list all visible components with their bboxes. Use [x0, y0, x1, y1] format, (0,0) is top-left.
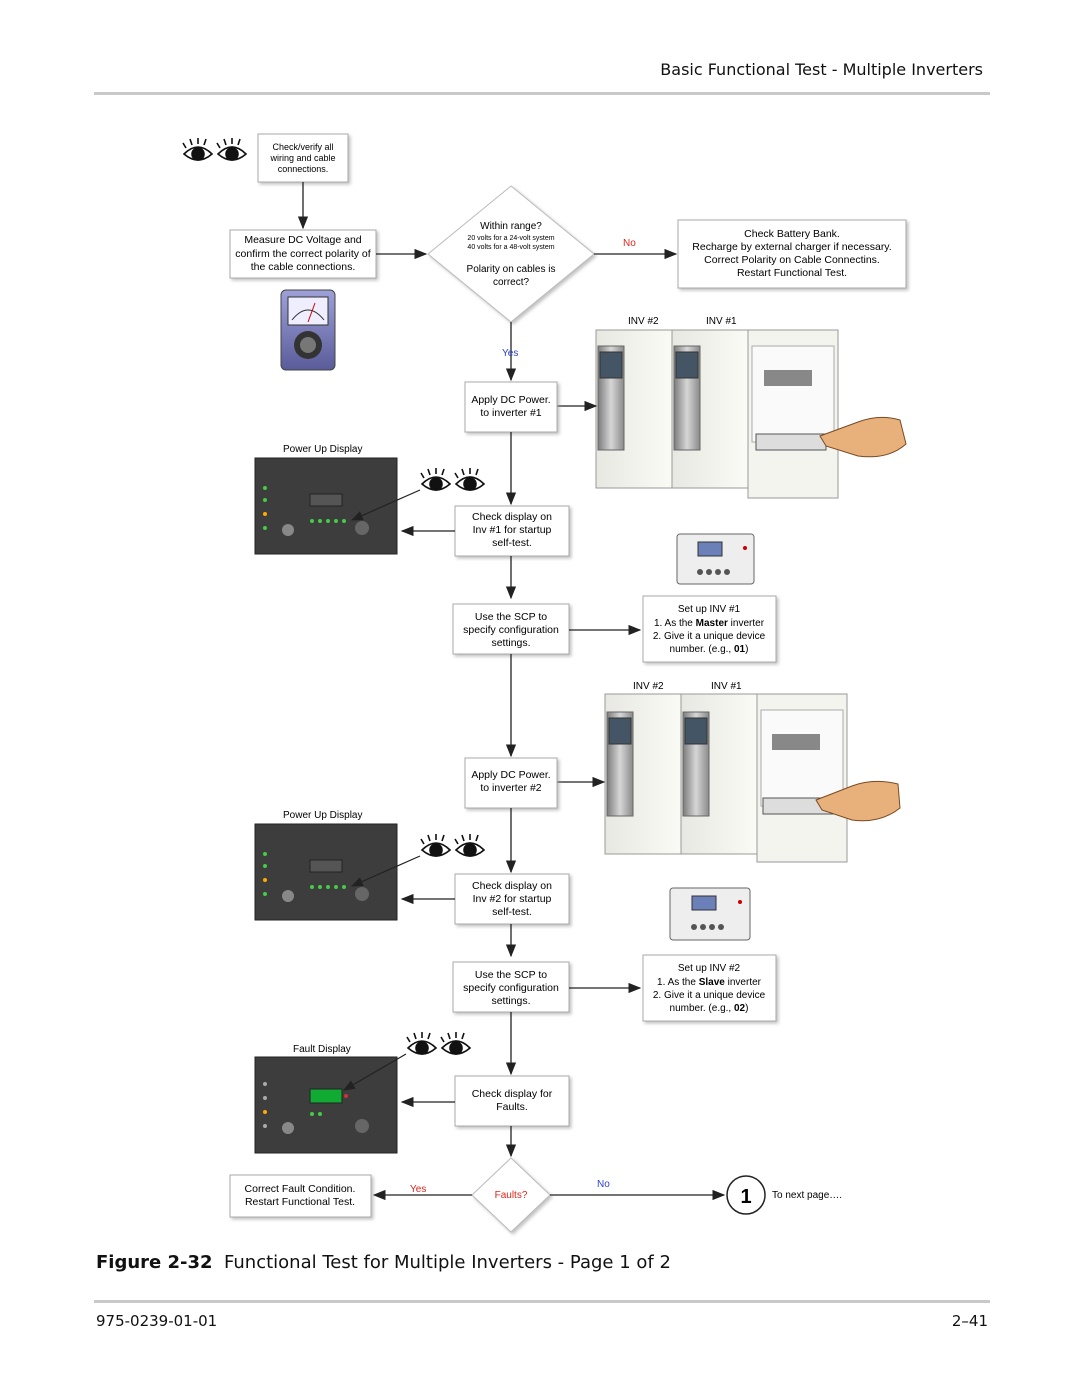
yes-faults-label: Yes — [410, 1184, 427, 1195]
svg-text:Fault Display: Fault Display — [293, 1044, 351, 1055]
svg-text:Use the SCP to: Use the SCP to — [474, 611, 548, 623]
svg-text:correct?: correct? — [492, 277, 530, 288]
svg-text:Set up INV #2: Set up INV #2 — [677, 963, 741, 974]
svg-text:number. (e.g., 01): number. (e.g., 01) — [669, 644, 749, 655]
svg-text:self-test.: self-test. — [492, 906, 532, 918]
svg-text:To next page….: To next page…. — [772, 1190, 843, 1201]
svg-text:1. As the Master inverter: 1. As the Master inverter — [653, 618, 765, 629]
svg-text:connections.: connections. — [277, 164, 329, 174]
check-wiring-box — [258, 134, 348, 182]
svg-text:Inv #1 for startup: Inv #1 for startup — [472, 524, 552, 536]
figure-title: Functional Test for Multiple Inverters - Page 1 of 2 — [224, 1252, 671, 1273]
eyes-icon — [183, 138, 246, 160]
use-scp-1-box — [453, 604, 569, 654]
svg-text:Check/verify all: Check/verify all — [272, 142, 334, 152]
scp-panel-illustration-2 — [670, 888, 750, 940]
eyes-icon — [407, 1032, 470, 1054]
svg-text:INV #1: INV #1 — [706, 316, 737, 327]
inverter-cabinet-illustration-2 — [605, 681, 900, 862]
svg-text:to inverter #2: to inverter #2 — [480, 782, 542, 794]
correct-fault-box — [230, 1175, 371, 1217]
no-label: No — [623, 238, 636, 249]
within-range-decision — [428, 186, 594, 322]
svg-text:Restart Functional Test.: Restart Functional Test. — [244, 1196, 356, 1208]
running-header: Basic Functional Test - Multiple Inverters — [660, 60, 983, 79]
svg-text:Check display on: Check display on — [472, 511, 552, 523]
svg-text:Use the SCP to: Use the SCP to — [474, 969, 548, 981]
voltmeter-icon — [281, 290, 335, 370]
check-display-1-box — [455, 506, 569, 556]
check-display-2-box — [455, 874, 569, 924]
svg-text:settings.: settings. — [491, 995, 531, 1007]
svg-text:specify configuration: specify configuration — [463, 982, 559, 994]
svg-text:Within range?: Within range? — [480, 221, 542, 232]
svg-text:to inverter #1: to inverter #1 — [480, 407, 542, 419]
svg-text:settings.: settings. — [491, 637, 531, 649]
off-page-connector — [727, 1176, 842, 1214]
inverter-cabinet-illustration-1 — [596, 316, 906, 498]
setup-inv2-box — [643, 955, 776, 1021]
figure-label: Figure 2-32 — [96, 1252, 213, 1273]
svg-text:2. Give it a unique device: 2. Give it a unique device — [652, 990, 766, 1001]
footer-rule — [94, 1300, 990, 1303]
svg-text:Faults?: Faults? — [494, 1190, 528, 1201]
no-faults-label: No — [597, 1179, 610, 1190]
measure-dc-box — [230, 230, 376, 278]
svg-text:Check display for: Check display for — [471, 1088, 553, 1100]
check-battery-box — [678, 220, 906, 288]
svg-text:Power Up Display: Power Up Display — [283, 810, 363, 821]
svg-text:Measure DC Voltage and: Measure DC Voltage and — [244, 234, 362, 246]
svg-text:1. As the Slave inverter: 1. As the Slave inverter — [657, 977, 761, 988]
faults-decision — [472, 1158, 550, 1232]
page-number: 2–41 — [951, 1312, 988, 1330]
use-scp-2-box — [453, 962, 569, 1012]
svg-text:the cable connections.: the cable connections. — [250, 261, 356, 273]
svg-text:Set up INV #1: Set up INV #1 — [677, 604, 741, 615]
eyes-icon — [421, 468, 484, 490]
yes-label: Yes — [502, 348, 519, 359]
svg-text:Check Battery Bank.: Check Battery Bank. — [744, 228, 840, 240]
svg-text:Correct Polarity on Cable Conn: Correct Polarity on Cable Connectins. — [704, 254, 880, 266]
check-faults-box — [455, 1076, 569, 1126]
scp-panel-illustration-1 — [677, 534, 754, 584]
svg-text:INV #1: INV #1 — [711, 681, 742, 692]
svg-text:INV #2: INV #2 — [633, 681, 664, 692]
svg-text:Check display on: Check display on — [472, 880, 552, 892]
svg-text:40 volts for a 48-volt system: 40 volts for a 48-volt system — [467, 244, 555, 251]
power-up-display-1 — [255, 444, 397, 554]
svg-text:Power Up Display: Power Up Display — [283, 444, 363, 455]
figure-caption — [96, 1252, 671, 1273]
svg-text:INV #2: INV #2 — [628, 316, 659, 327]
svg-text:Apply DC Power.: Apply DC Power. — [471, 394, 551, 406]
setup-inv1-box — [643, 596, 776, 662]
apply-dc-power-1-box — [465, 382, 557, 432]
svg-text:specify configuration: specify configuration — [463, 624, 559, 636]
svg-text:Restart Functional Test.: Restart Functional Test. — [736, 267, 848, 279]
svg-text:2. Give it a unique device: 2. Give it a unique device — [652, 631, 766, 642]
svg-text:wiring and cable: wiring and cable — [270, 153, 336, 163]
doc-number: 975-0239-01-01 — [96, 1312, 218, 1330]
apply-dc-power-2-box — [465, 758, 557, 808]
svg-text:Polarity on cables is: Polarity on cables is — [466, 264, 556, 275]
svg-text:Inv #2 for startup: Inv #2 for startup — [472, 893, 552, 905]
eyes-icon — [421, 834, 484, 856]
svg-text:20 volts for a 24-volt system: 20 volts for a 24-volt system — [467, 235, 555, 242]
svg-text:number. (e.g., 02): number. (e.g., 02) — [669, 1003, 749, 1014]
svg-text:confirm the correct polarity o: confirm the correct polarity of — [235, 248, 371, 260]
power-up-display-2 — [255, 810, 397, 920]
svg-text:Correct Fault Condition.: Correct Fault Condition. — [244, 1183, 356, 1195]
svg-text:Recharge by external charger i: Recharge by external charger if necessary. — [692, 241, 892, 253]
fault-display — [255, 1044, 397, 1153]
svg-text:self-test.: self-test. — [492, 537, 532, 549]
svg-text:Faults.: Faults. — [496, 1101, 528, 1113]
svg-text:1: 1 — [740, 1186, 752, 1208]
svg-text:Apply DC Power.: Apply DC Power. — [471, 769, 551, 781]
